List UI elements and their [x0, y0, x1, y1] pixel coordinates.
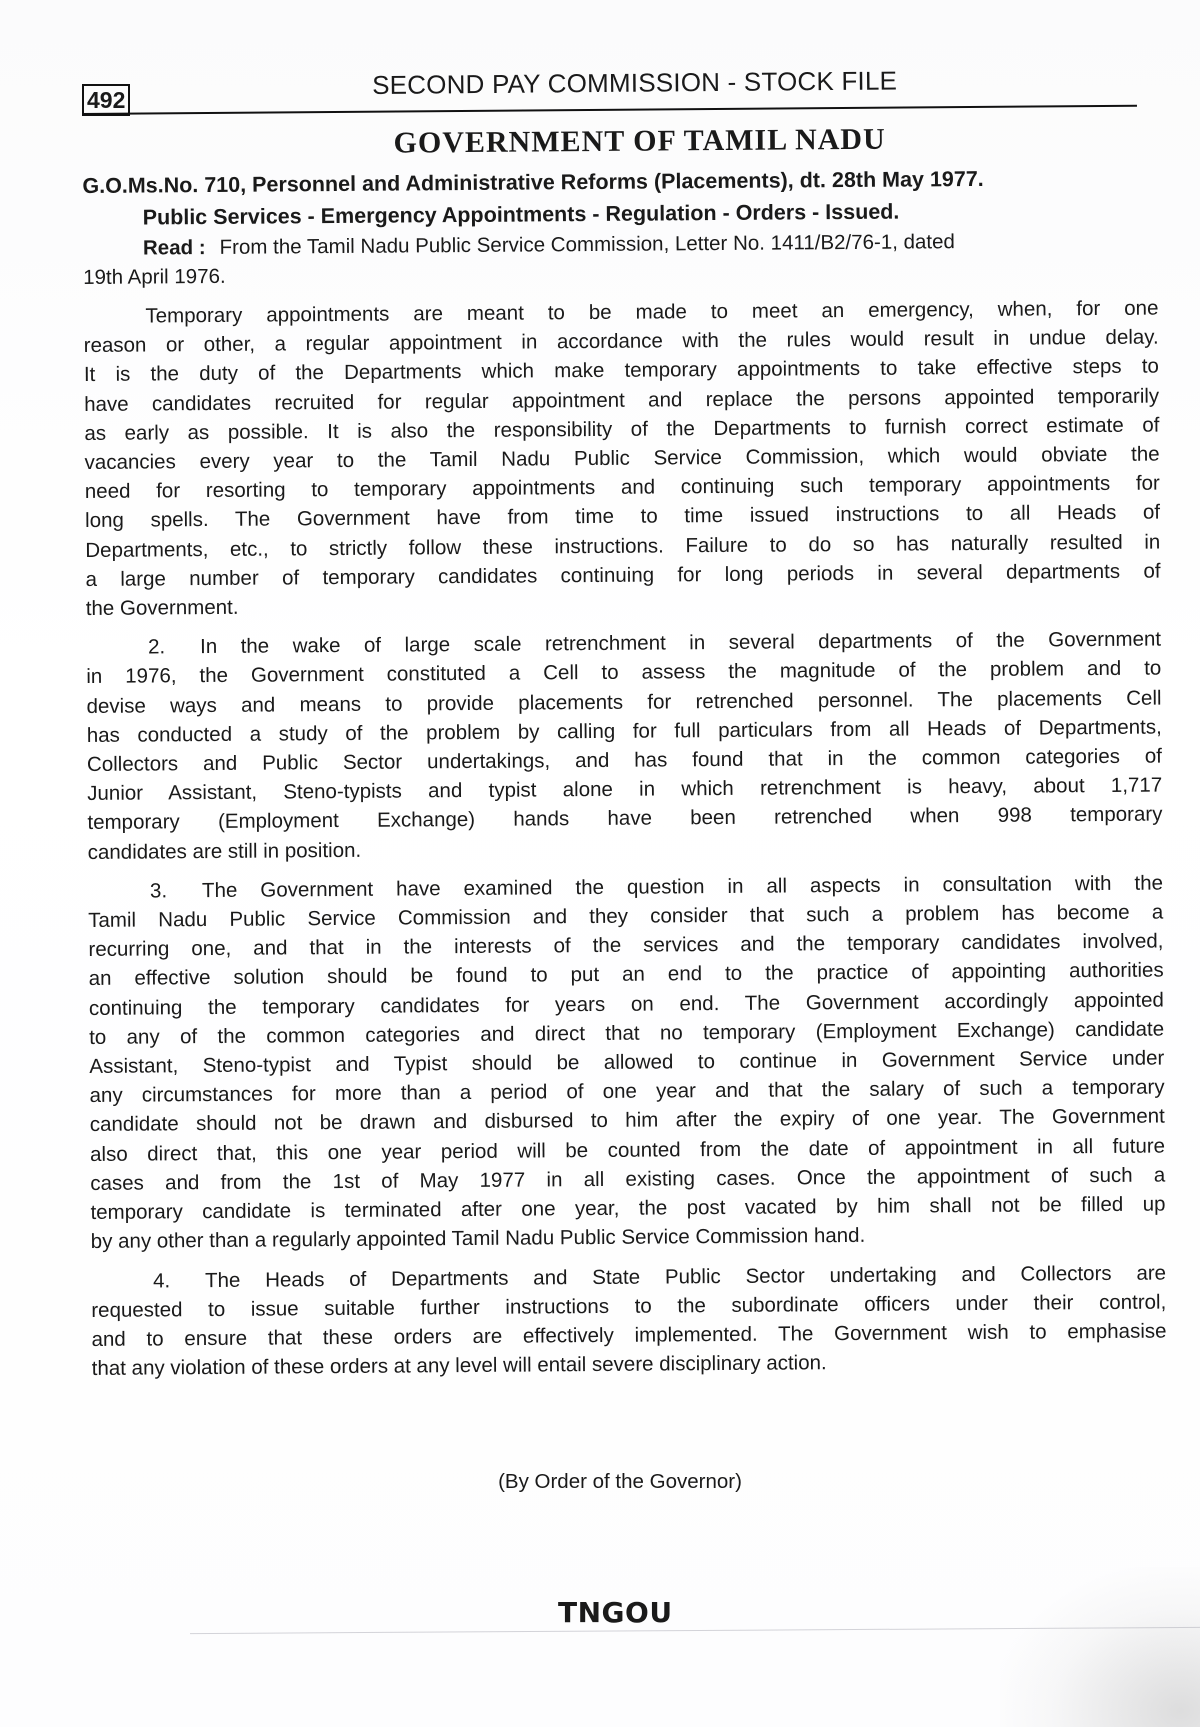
text-line: have candidates recruited for regular appointment and replace the persons appointed temporarily [84, 384, 1160, 416]
document-subject: Public Services - Emergency Appointments - Regulation - Orders - Issued. [142, 199, 900, 230]
text-line: that any violation of these orders at any level will entail severe disciplinary action. [91, 1351, 827, 1381]
paragraph-number: 3. [149, 879, 168, 903]
read-continuation: 19th April 1976. [83, 264, 226, 289]
text-line: and to ensure that these orders are effectively implemented. The Government wish to emphasise [91, 1319, 1167, 1351]
document-title: GOVERNMENT OF TAMIL NADU [393, 122, 886, 160]
line-text: The Heads of Departments and State Public Sector undertaking and Collectors are [204, 1261, 1167, 1292]
text-line: Temporary appointments are meant to be made to meet an emergency, when, for one [145, 296, 1159, 328]
text-line: Departments, etc., to strictly follow these instructions. Failure to do so has naturally resulted in [85, 530, 1161, 562]
text-line: Collectors and Public Sector undertakings, and has found that in the common categories of [86, 744, 1163, 777]
text-line: temporary (Employment Exchange) hands have been retrenched when 998 temporary [87, 802, 1163, 835]
read-label: Read : [142, 236, 206, 260]
text-line: as early as possible. It is also the responsibility of the Departments to furnish correct estimate of [84, 413, 1160, 445]
text-line: It is the duty of the Departments which make temporary appointments to take effective steps to [83, 354, 1159, 387]
text-line: continuing the temporary candidates for years on end. The Government accordingly appointed [88, 988, 1164, 1020]
text-line: has conducted a study of the problem by calling for full particulars from all Heads of Departments, [86, 715, 1162, 747]
text-line: requested to issue suitable further instructions to the subordinate officers under their control, [91, 1290, 1167, 1322]
text-line: Assistant, Steno-typist and Typist should be allowed to continue in Government Service under [89, 1046, 1165, 1079]
scan-shadow [1000, 1567, 1200, 1727]
document-body [82, 120, 1167, 1384]
line-text: The Government have examined the question in all aspects in consultation with the [201, 871, 1164, 902]
go-reference: G.O.Ms.No. 710, Personnel and Administrative Reforms (Placements), dt. 28th May 1977. [82, 166, 984, 198]
text-line: vacancies every year to the Tamil Nadu Public Service Commission, which would obviate the [84, 442, 1160, 475]
page-number: 492 [82, 84, 130, 116]
text-line: to any of the common categories and direct that no temporary (Employment Exchange) candidate [89, 1017, 1165, 1049]
paragraph-number: 2. [147, 635, 166, 659]
line-text: In the wake of large scale retrenchment in several departments of the Government [199, 627, 1162, 659]
paragraph-3 [88, 868, 1166, 1256]
text-line: candidate should not be drawn and disbursed to him after the expiry of one year. The Government [89, 1105, 1165, 1137]
text-line: in 1976, the Government constituted a Cell to assess the magnitude of the problem and to [86, 656, 1162, 689]
text-line: Junior Assistant, Steno-typists and typist alone in which retrenchment is heavy, about 1,717 [87, 773, 1163, 806]
text-line: need for resorting to temporary appointments and continuing such temporary appointments for [84, 471, 1160, 504]
page-header [82, 66, 1137, 116]
text-line: devise ways and means to provide placements for retrenched personnel. The placements Cell [86, 686, 1162, 718]
paragraph-number: 4. [152, 1268, 171, 1292]
footer-label: TNGOU [558, 1596, 673, 1629]
text-line: candidates are still in position. [87, 838, 362, 864]
text-line: by any other than a regularly appointed Tamil Nadu Public Service Commission hand. [90, 1224, 866, 1254]
text-line: reason or other, a regular appointment in accordance with the rules would result in undue delay. [83, 325, 1159, 358]
paragraph-2 [86, 625, 1163, 867]
header-rule [82, 105, 1137, 115]
text-line: temporary candidate is terminated after one year, the post vacated by him shall not be filled up [90, 1192, 1166, 1225]
text-line: cases and from the 1st of May 1977 in all existing cases. Once the appointment of such a [90, 1163, 1166, 1195]
paragraph-4 [91, 1258, 1167, 1383]
read-text: From the Tamil Nadu Public Service Commission, Letter No. 1411/B2/76-1, dated [219, 230, 955, 259]
text-line: Tamil Nadu Public Service Commission and they consider that such a problem has become a [88, 900, 1164, 933]
text-line: a large number of temporary candidates continuing for long periods in several departments of [85, 559, 1161, 591]
text-line: recurring one, and that in the interests of the services and the temporary candidates involved, [88, 929, 1164, 962]
text-line: the Government. [85, 595, 239, 621]
paragraph-1 [83, 294, 1160, 624]
text-line: also direct that, this one year period will be counted from the date of appointment in all future [89, 1134, 1166, 1166]
signature-line: (By Order of the Governor) [498, 1470, 742, 1493]
running-head: SECOND PAY COMMISSION - STOCK FILE [372, 65, 898, 100]
text-line: any circumstances for more than a period of one year and that the salary of such a temporary [89, 1075, 1165, 1108]
text-line: an effective solution should be found to put an end to the practice of appointing authorities [88, 958, 1164, 991]
text-line: long spells. The Government have from time to time issued instructions to all Heads of [84, 500, 1161, 533]
